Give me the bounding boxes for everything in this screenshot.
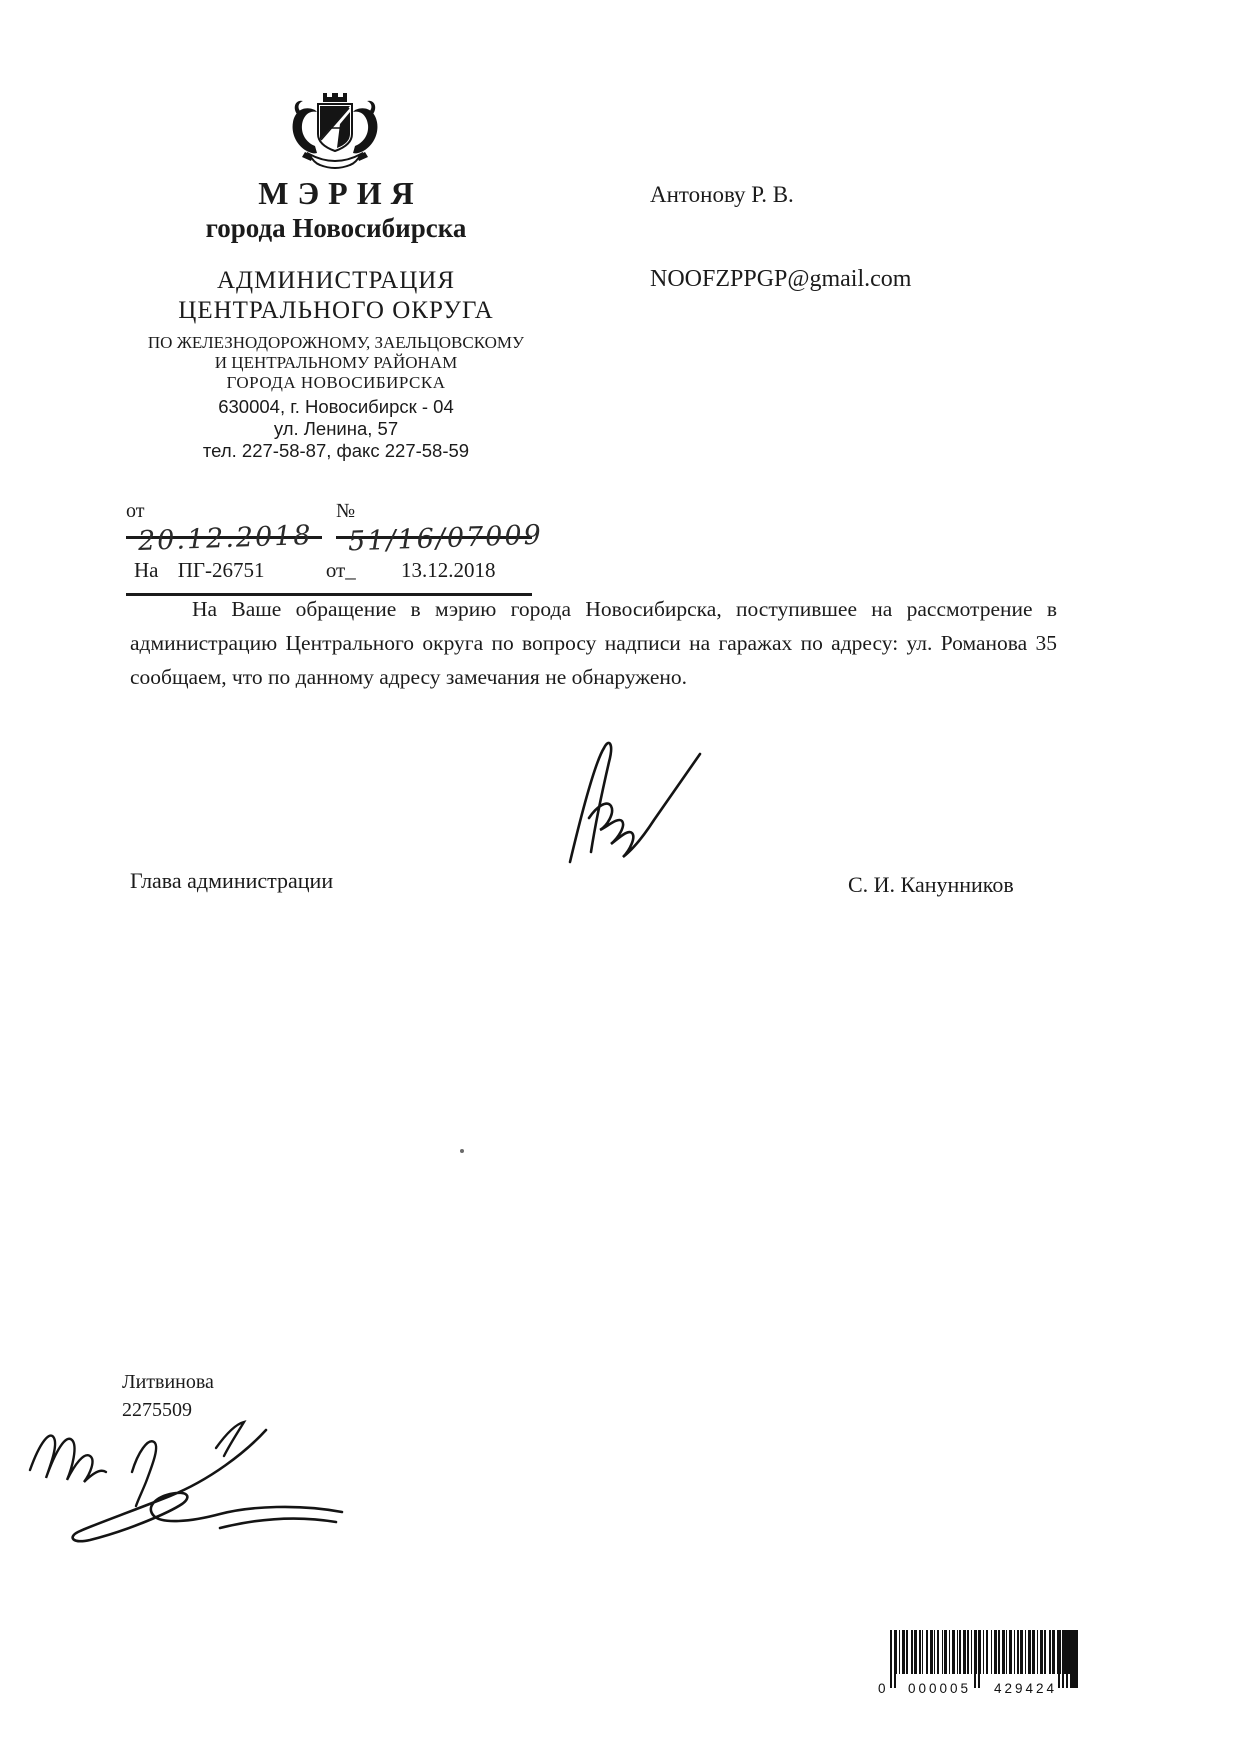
recipient-name: Антонову Р. В. [650,182,794,207]
letter-body-paragraph: На Ваше обращение в мэрию города Новосибирска, поступившее на рассмотрение в администрацию Центрального округа по вопросу надписи на гаражах по адресу: ул. Романова 35 сообщаем, что по данному адресу замечания не обнаружено. [130,597,1057,689]
scan-artifact-dot [460,1149,464,1153]
outgoing-number-segment [336,500,544,558]
incoming-reference-line [126,558,532,596]
org-name-line2: города Новосибирска [205,213,467,243]
executor-phone: 2275509 [122,1399,192,1421]
outgoing-date-handwritten: 20.12.2018 [137,519,314,558]
incoming-date: 13.12.2018 [400,558,496,582]
dept-line1: АДМИНИСТРАЦИЯ [217,267,455,294]
barcode-digit-group2: 429424 [994,1681,1058,1696]
dept-line2: ЦЕНТРАЛЬНОГО ОКРУГА [178,297,494,324]
head-signature-icon [548,736,718,881]
executor-name: Литвинова [122,1371,214,1393]
dept-line3: ПО ЖЕЛЕЗНОДОРОЖНОМУ, ЗАЕЛЬЦОВСКОМУ [147,333,525,352]
address-line1: 630004, г. Новосибирск - 04 [218,396,454,417]
dept-line5: ГОРОДА НОВОСИБИРСКА [226,373,446,392]
outgoing-date-segment [126,500,322,558]
novosibirsk-coat-of-arms-icon [281,90,389,182]
signer-name: С. И. Канунников [848,872,1014,897]
barcode-digit-left: 0 [878,1681,889,1696]
from-label: от [126,500,145,522]
address-line3: тел. 227-58-87, факс 227-58-59 [202,440,470,461]
address-line2: ул. Ленина, 57 [273,418,399,439]
registration-scribbles-icon [20,1408,350,1563]
barcode [878,1630,1088,1694]
number-label: № [336,500,356,522]
recipient-email: NOOFZPPGP@gmail.com [650,266,912,292]
outgoing-reference-line [126,500,544,558]
org-name-line1: МЭРИЯ [258,175,423,211]
dept-line4: И ЦЕНТРАЛЬНОМУ РАЙОНАМ [214,353,458,372]
incoming-number: ПГ-26751 [177,558,265,582]
barcode-digit-group1: 000005 [908,1681,972,1696]
incoming-from-label: от_ [325,558,356,582]
letterhead [80,176,592,462]
incoming-label: На [134,558,159,582]
signer-title: Глава администрации [130,868,334,893]
outgoing-number-handwritten: 51/16/07009 [347,519,544,558]
